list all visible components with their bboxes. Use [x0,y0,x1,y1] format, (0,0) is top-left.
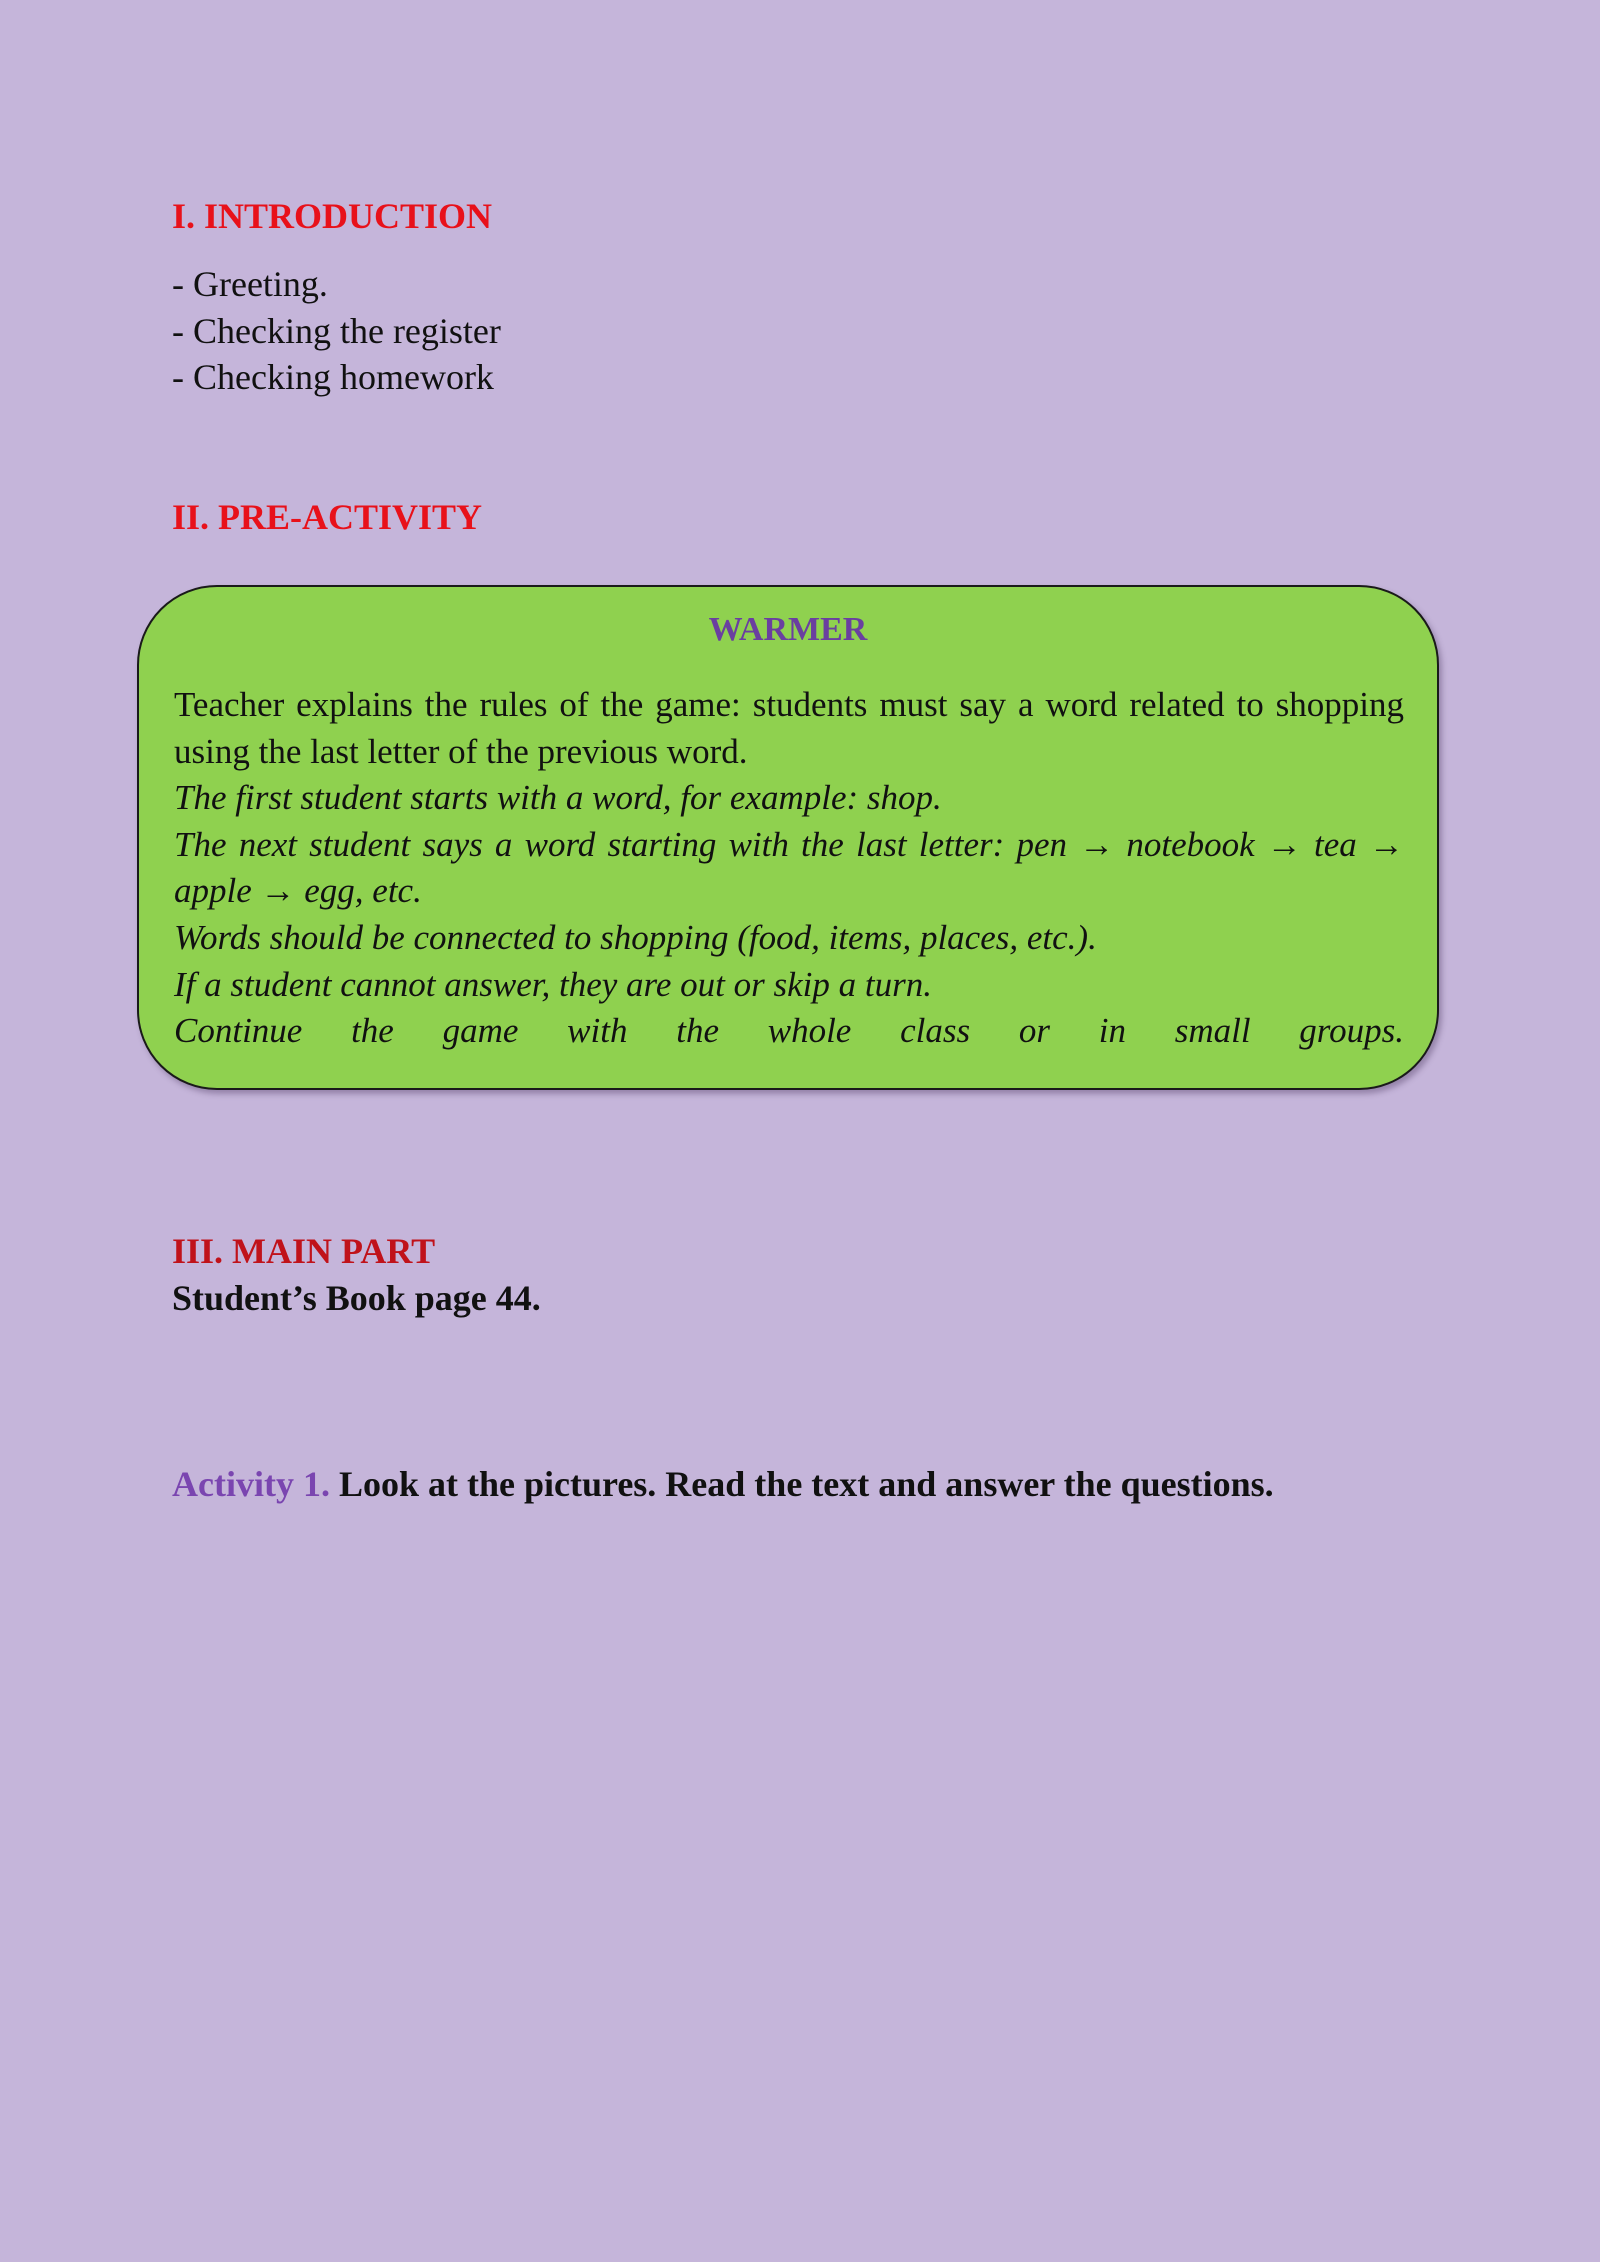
main-part-subheading: Student’s Book page 44. [172,1278,541,1318]
list-item: - Greeting. [172,264,328,304]
warmer-line: The next student says a word starting with the last letter: pen → notebook → tea → apple → egg, etc. [174,824,1404,911]
activity-1-text: Look at the pictures. Read the text and answer the questions. [338,1464,1274,1504]
warmer-box [137,585,1439,1090]
warmer-line: Words should be connected to shopping (food, items, places, etc.). [174,917,1097,957]
warmer-body [174,682,1404,1055]
warmer-line: If a student cannot answer, they are out or skip a turn. [174,964,932,1004]
main-part-heading: III. MAIN PART [172,1231,436,1271]
warmer-line: The first student starts with a word, for example: shop. [174,778,942,818]
list-item: - Checking homework [172,357,494,397]
warmer-title: WARMER [708,611,868,648]
introduction-list [172,261,501,401]
warmer-line: Continue the game with the whole class or in small groups. [174,1011,1404,1051]
warmer-intro: Teacher explains the rules of the game: students must say a word related to shopping using the last letter of the previous word. [174,685,1404,771]
activity-1-instruction [172,1462,1274,1506]
pre-activity-heading: II. PRE-ACTIVITY [172,497,483,537]
list-item: - Checking the register [172,310,501,351]
introduction-heading: I. INTRODUCTION [172,196,493,236]
activity-1-label: Activity 1. [172,1464,330,1504]
